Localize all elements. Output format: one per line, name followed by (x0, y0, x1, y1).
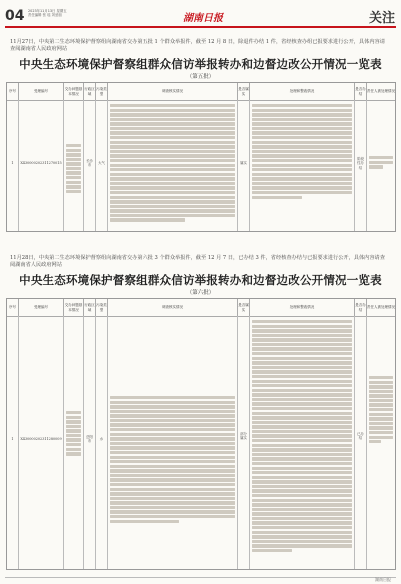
table-batch5 (6, 82, 396, 232)
row-region: 岳阳市 (86, 435, 93, 444)
footer-mark: 湖南日报 (375, 577, 391, 582)
th-accountability: 责任人被处理情况 (367, 305, 395, 310)
row-index: 1 (11, 437, 14, 441)
row-pollution: 大气 (98, 161, 105, 165)
col-pollution (96, 316, 108, 569)
th-region: 行政区域 (84, 83, 96, 100)
row-case-no: X430000202311280009 (20, 437, 62, 441)
block2-title: 中央生态环境保护督察组群众信访举报转办和边督边改公开情况一览表 (19, 273, 382, 287)
page-header (0, 0, 401, 26)
col-index (7, 100, 19, 231)
section-title: 关注 (368, 11, 395, 26)
th-accountability: 责任人被处理情况 (367, 89, 395, 94)
th-verification: 调查核实情况 (108, 83, 238, 100)
table-batch6 (6, 298, 396, 570)
col-issue (64, 316, 84, 569)
th-closed: 是否办结 (355, 299, 367, 316)
th-issue: 交办问题基本情况 (64, 83, 84, 100)
issue-editors: 责任编辑 张 瑶 刘爱朋 (28, 13, 62, 18)
col-verification (108, 316, 238, 569)
verification-text-block (108, 396, 237, 523)
col-closed (355, 316, 367, 569)
block1-batch: （第五批） (186, 74, 215, 80)
th-closed: 是否办结 (355, 83, 367, 100)
issue-text-block (64, 411, 83, 456)
row-closed: 已办结 (357, 432, 364, 441)
row-case-no: X430000202311270015 (20, 161, 62, 165)
th-verification: 调查核实情况 (108, 299, 238, 316)
header-rule (5, 26, 396, 28)
col-accountability (367, 100, 395, 231)
accountability-text-block (367, 156, 395, 169)
col-region (84, 316, 96, 569)
col-accountability (367, 316, 395, 569)
th-issue: 交办问题基本情况 (64, 299, 84, 316)
rectification-text-block (250, 104, 354, 199)
rectification-text-block (250, 320, 354, 552)
col-region (84, 100, 96, 231)
row-verified: 部分属实 (240, 432, 247, 441)
th-case-no: 受理编号 (19, 83, 64, 100)
row-index: 1 (11, 161, 14, 165)
verification-text-block (108, 104, 237, 222)
page-number: 04 (5, 8, 25, 24)
th-case-no: 受理编号 (19, 299, 64, 316)
th-index: 序号 (7, 299, 19, 316)
accountability-text-block (367, 376, 395, 443)
col-issue (64, 100, 84, 231)
row-region: 长沙市 (86, 159, 93, 168)
col-closed (355, 100, 367, 231)
th-region: 行政区域 (84, 299, 96, 316)
th-rectification: 处理和整改情况 (250, 299, 355, 316)
col-case-no (19, 100, 64, 231)
block1-title: 中央生态环境保护督察组群众信访举报转办和边督边改公开情况一览表 (19, 57, 382, 71)
col-verified (238, 100, 250, 231)
col-verification (108, 100, 238, 231)
row-verified: 属实 (240, 161, 247, 165)
col-index (7, 316, 19, 569)
col-rectification (250, 316, 355, 569)
issue-text-block (64, 144, 83, 193)
col-rectification (250, 100, 355, 231)
th-verified: 是否属实 (238, 299, 250, 316)
block2-intro: 11月28日，中央第二生态环境保护督察组向湖南省交办第六批 3 个群众举报件，截至 12 月 7 日，已办结 3 件，省经核查办结与已报要求进行公开，具体内容请查阅湖南省人民政府网站 (10, 255, 385, 268)
th-verified: 是否属实 (238, 83, 250, 100)
issue-meta (28, 9, 67, 17)
col-case-no (19, 316, 64, 569)
th-pollution: 污染类型 (96, 83, 108, 100)
block1-intro: 11月27日，中央第二生态环境保护督察组向湖南省交办第五批 1 个群众举报件，截至 12 月 8 日，除退件办结 1 件，省经核查办组已报要求进行公开，具体内容请查阅湖南省人民政府网站 (10, 39, 385, 52)
row-pollution: 水 (99, 437, 104, 441)
th-index: 序号 (7, 83, 19, 100)
col-verified (238, 316, 250, 569)
th-rectification: 处理和整改情况 (250, 83, 355, 100)
row-closed: 阶段性办结 (357, 157, 364, 170)
th-pollution: 污染类型 (96, 299, 108, 316)
footer-rule (5, 577, 396, 578)
col-pollution (96, 100, 108, 231)
block2-batch: （第六批） (186, 290, 215, 296)
issue-date: 2023年11月13日 星期五 (28, 9, 67, 13)
newspaper-logo: 湖南日报 (183, 13, 223, 24)
